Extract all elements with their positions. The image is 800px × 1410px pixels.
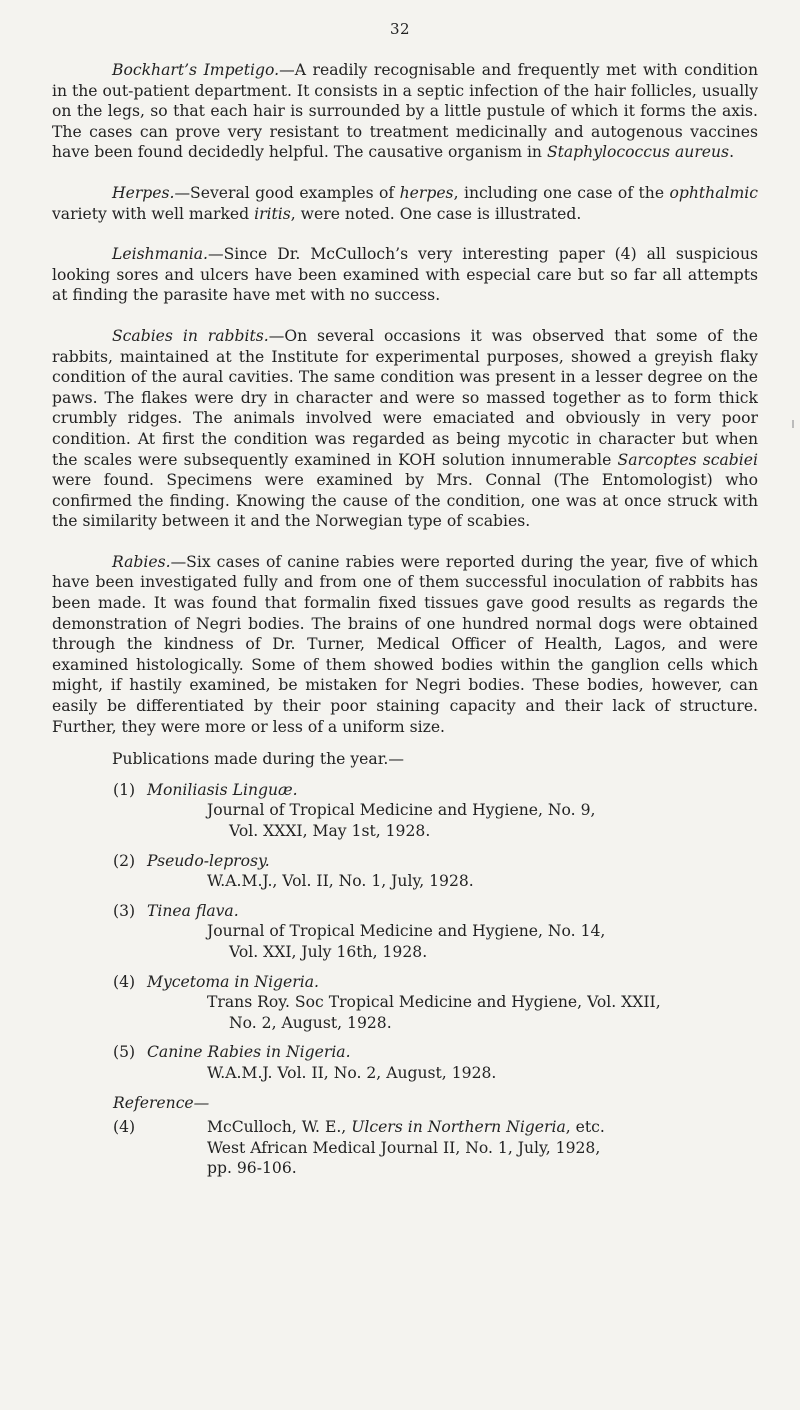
publications-heading: Publications made during the year.— xyxy=(112,750,404,769)
reference-number: (4) xyxy=(113,1118,136,1137)
text-rabies: —Six cases of canine rabies were reported during the year, five of which have been investigated fully and from one of them successful inoculation of rabbits has been made. It was found that formalin fixed tissues gave good results as regards the demonstration of Negri bodies. The brains of one hundred normal dogs were obtained through the kindness of Dr. Turner, Medical Officer of Health, Lagos, and were examined histologically. Some of them showed bodies within the ganglion cells which might, if hastily examined, be mistaken for Negri bodies. These bodies, however, can easily be differentiated by their poor staining capacity and their lack of structure. Further, they were more or less of a uniform size. xyxy=(52,552,758,736)
heading-leishmania: Leishmania. xyxy=(112,245,208,264)
publication-source xyxy=(207,921,758,962)
term-sarcoptes: Sarcoptes scabiei xyxy=(617,450,758,469)
publication-source-line1: Journal of Tropical Medicine and Hygiene, No. 9, xyxy=(207,801,596,820)
reference-text xyxy=(207,1117,758,1179)
term-iritis: iritis xyxy=(254,204,291,223)
publication-source xyxy=(207,871,758,892)
text-herpes-2: , including one case of the xyxy=(453,183,670,202)
paragraph-herpes xyxy=(52,183,758,224)
publication-source-line1: W.A.M.J., Vol. II, No. 1, July, 1928. xyxy=(207,872,474,891)
text-herpes-4: , were noted. One case is illustrated. xyxy=(290,204,582,223)
publication-source-line1: W.A.M.J. Vol. II, No. 2, August, 1928. xyxy=(207,1063,497,1082)
publication-number: (2) xyxy=(113,851,136,870)
term-herpes: herpes xyxy=(399,183,454,202)
publication-source-line2: No. 2, August, 1928. xyxy=(229,1013,392,1032)
publication-source xyxy=(207,992,758,1033)
heading-scabies: Scabies in rabbits. xyxy=(112,326,269,345)
text-scabies-1: —On several occasions it was observed that some of the rabbits, maintained at the Institute for experimental purposes, showed a greyish flaky condition of the aural cavities. The same condition was present in a lesser degree on the paws. The flakes were dry in character and were so massed together as to form thick crumbly ridges. The animals involved were emaciated and obviously in very poor condition. At first the condition was regarded as being mycotic in character but when the scales were subsequently examined in KOH solution innumerable xyxy=(52,326,758,469)
publication-item xyxy=(52,780,758,842)
reference-title: Ulcers in Northern Nigeria xyxy=(351,1118,566,1137)
publication-source xyxy=(207,1063,758,1084)
text-impetigo: —A readily recognisable and frequently met with condition in the out-patient department. It consists in a septic infection of the hair follicles, usually on the legs, so that each hair is surrounded by a little pustule of which it forms the axis. The cases can prove very resistant to treatment medicinally and autogenous vaccines have been found decidedly helpful. The causative organism in xyxy=(52,61,758,162)
publication-item xyxy=(52,972,758,1034)
reference-pages: pp. 96-106. xyxy=(207,1159,297,1178)
publication-title: Moniliasis Linguæ. xyxy=(147,780,298,799)
publication-item xyxy=(52,851,758,892)
text-herpes-1: —Several good examples of xyxy=(174,183,400,202)
publications-list xyxy=(52,780,758,1084)
publication-item xyxy=(52,901,758,963)
paragraph-rabies xyxy=(52,552,758,737)
reference-heading: Reference— xyxy=(113,1093,210,1112)
text-impetigo-end: . xyxy=(729,143,735,162)
heading-herpes: Herpes. xyxy=(112,183,175,202)
publication-title: Tinea flava. xyxy=(147,901,239,920)
publication-number: (3) xyxy=(113,901,136,920)
publication-source xyxy=(207,800,758,841)
publication-source-line1: Trans Roy. Soc Tropical Medicine and Hygiene, Vol. XXII, xyxy=(207,993,661,1012)
publication-source-line2: Vol. XXI, July 16th, 1928. xyxy=(229,942,428,961)
organism-name: Staphylococcus aureus xyxy=(546,143,730,162)
term-ophthalmic: ophthalmic xyxy=(669,183,758,202)
heading-rabies: Rabies. xyxy=(112,552,171,571)
page-body xyxy=(52,60,758,1179)
text-scabies-2: were found. Specimens were examined by Mrs. Connal (The Entomologist) who confirmed the finding. Knowing the cause of the condition, one was at once struck with the similarity between it and the Norwegian type of scabies. xyxy=(52,471,758,531)
scan-mark xyxy=(792,420,794,428)
publication-title: Mycetoma in Nigeria. xyxy=(147,972,319,991)
reference-etc: , etc. xyxy=(565,1118,605,1137)
publication-source-line2: Vol. XXXI, May 1st, 1928. xyxy=(229,822,431,840)
reference-journal: West African Medical Journal II, No. 1, July, 1928, xyxy=(207,1138,601,1157)
page-number: 32 xyxy=(389,20,411,38)
paragraph-impetigo xyxy=(52,60,758,163)
heading-impetigo: Bockhart’s Impetigo. xyxy=(112,61,280,79)
publication-source-line1: Journal of Tropical Medicine and Hygiene, No. 14, xyxy=(207,922,606,941)
publication-item xyxy=(52,1042,758,1083)
text-herpes-3: variety with well marked xyxy=(52,204,255,223)
publication-title: Pseudo-leprosy. xyxy=(147,851,270,870)
reference-item xyxy=(52,1117,758,1179)
publication-number: (4) xyxy=(113,972,136,991)
publication-number: (1) xyxy=(113,780,136,799)
paragraph-leishmania xyxy=(52,244,758,306)
publication-number: (5) xyxy=(113,1043,136,1062)
paragraph-scabies xyxy=(52,326,758,532)
reference-author: McCulloch, W. E., xyxy=(207,1118,352,1137)
publication-title: Canine Rabies in Nigeria. xyxy=(147,1043,351,1062)
text-leishmania: —Since Dr. McCulloch’s very interesting paper (4) all suspicious looking sores and ulcers have been examined with especial care but so far all attempts at finding the parasite have met with no success. xyxy=(52,245,758,305)
